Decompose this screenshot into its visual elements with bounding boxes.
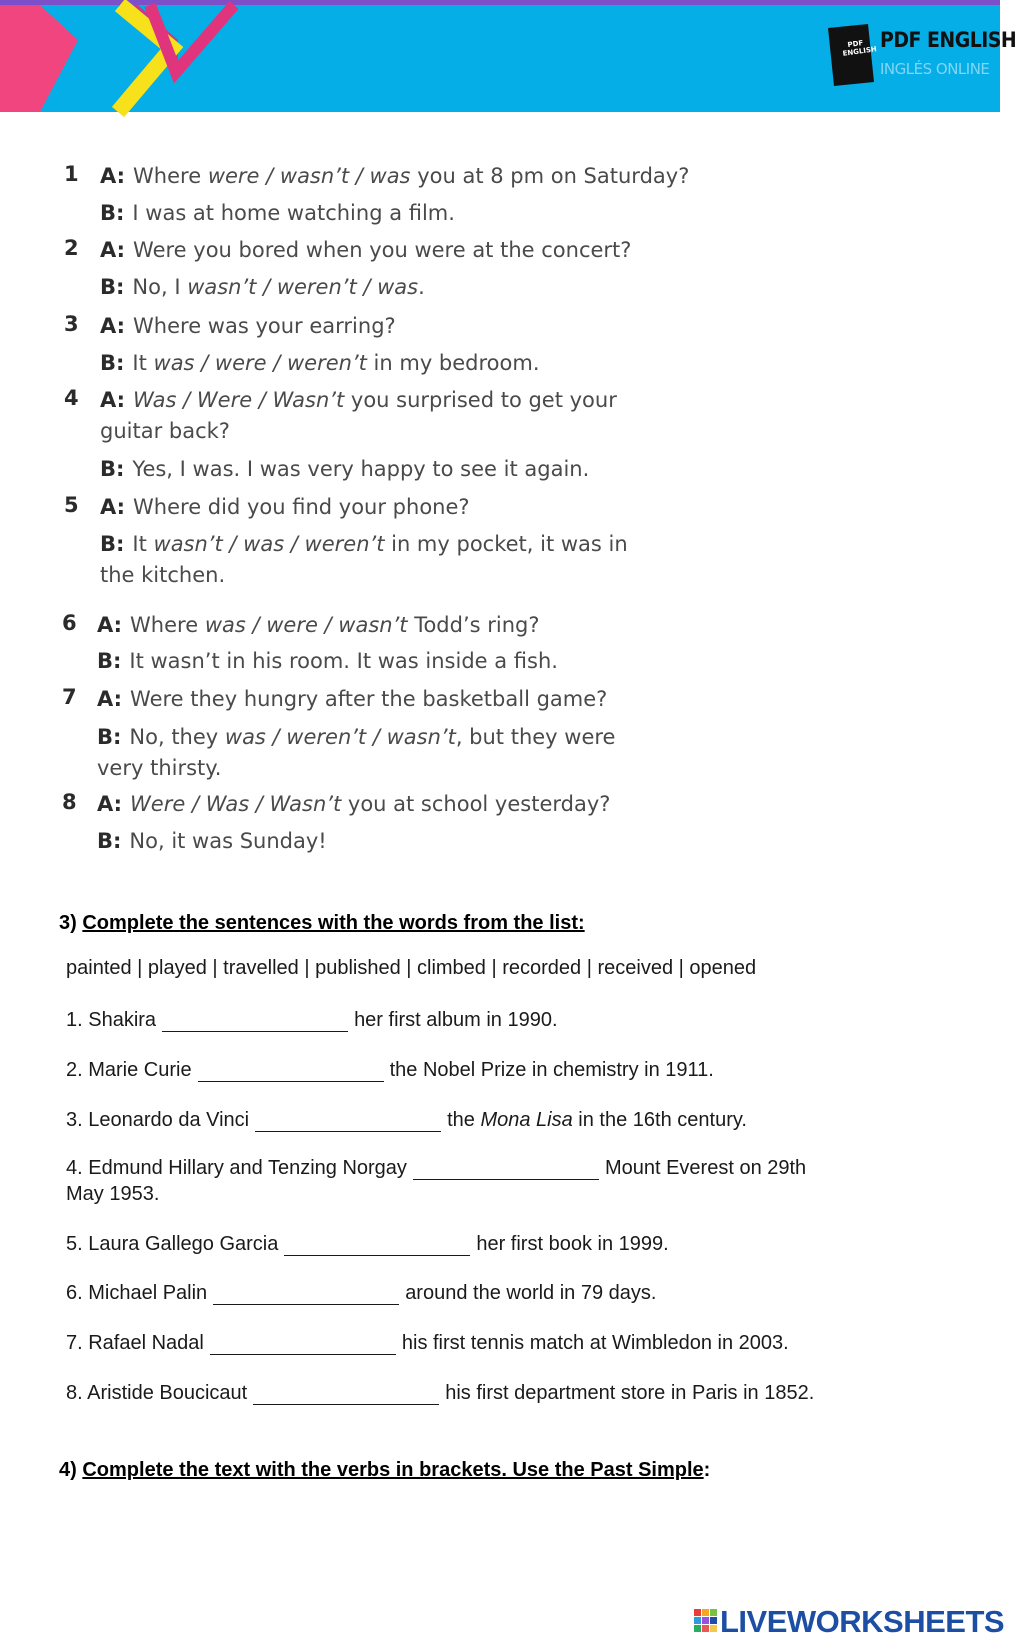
speaker-b-label: B: bbox=[97, 829, 122, 853]
sentence-end: the bbox=[447, 1109, 481, 1131]
speaker-b-label: B: bbox=[100, 275, 125, 299]
speaker-a-label: A: bbox=[100, 164, 126, 188]
speaker-b-label: B: bbox=[100, 351, 125, 375]
sentence-start: 6. Michael Palin bbox=[66, 1282, 208, 1304]
logo-subtitle: INGLÉS ONLINE bbox=[880, 60, 990, 78]
text: Were you bored when you were at the concert? bbox=[133, 238, 632, 262]
sentence-2 bbox=[66, 1057, 714, 1083]
answer-field-7[interactable] bbox=[210, 1334, 396, 1355]
speaker-a-label: A: bbox=[97, 687, 123, 711]
item-4-line-b bbox=[100, 455, 589, 483]
sentence-1 bbox=[66, 1007, 558, 1033]
text: in my pocket, it was in bbox=[384, 532, 628, 556]
speaker-a-label: A: bbox=[97, 613, 123, 637]
item-4-line-a-cont: guitar back? bbox=[100, 419, 230, 443]
sentence-4-cont: May 1953. bbox=[66, 1183, 160, 1205]
item-5-line-b bbox=[100, 530, 628, 558]
text: you at 8 pm on Saturday? bbox=[410, 164, 690, 188]
speaker-a-label: A: bbox=[100, 388, 126, 412]
item-number: 6 bbox=[62, 611, 77, 635]
item-7-line-b bbox=[97, 723, 615, 751]
item-4-line-a bbox=[100, 386, 617, 414]
text: , but they were bbox=[455, 725, 616, 749]
item-2-line-b bbox=[100, 273, 425, 301]
item-5-line-b-cont: the kitchen. bbox=[100, 563, 226, 587]
speaker-b-label: B: bbox=[100, 457, 125, 481]
item-number: 3 bbox=[64, 312, 79, 336]
sentence-start: 8. Aristide Boucicaut bbox=[66, 1382, 248, 1404]
choice-options[interactable]: Was / Were / Wasn’t bbox=[133, 388, 345, 412]
text: It bbox=[132, 351, 154, 375]
colon: : bbox=[703, 1459, 711, 1481]
pink-chevron-shape bbox=[0, 5, 78, 112]
choice-options[interactable]: wasn’t / weren’t / was bbox=[187, 275, 419, 299]
section-4-heading bbox=[59, 1459, 710, 1482]
text: in my bedroom. bbox=[366, 351, 540, 375]
text: No, I bbox=[132, 275, 188, 299]
sentence-start: 4. Edmund Hillary and Tenzing Norgay bbox=[66, 1157, 407, 1179]
choice-options[interactable]: was / weren’t / wasn’t bbox=[224, 725, 456, 749]
liveworksheets-icon bbox=[694, 1609, 718, 1633]
section-title: Complete the sentences with the words from the list: bbox=[82, 912, 585, 934]
sentence-start: 5. Laura Gallego Garcia bbox=[66, 1233, 279, 1255]
speaker-a-label: A: bbox=[100, 314, 126, 338]
sentence-end: his first department store in Paris in 1852. bbox=[445, 1382, 815, 1404]
speaker-b-label: B: bbox=[97, 725, 122, 749]
item-number: 1 bbox=[64, 162, 79, 186]
item-6-line-a bbox=[97, 611, 540, 639]
text: I was at home watching a film. bbox=[132, 201, 455, 225]
sentence-6 bbox=[66, 1280, 656, 1306]
liveworksheets-wordmark: LIVEWORKSHEETS bbox=[720, 1604, 1005, 1639]
section-number: 4) bbox=[59, 1459, 77, 1481]
text: Where bbox=[130, 613, 205, 637]
sentence-5 bbox=[66, 1231, 669, 1257]
speaker-b-label: B: bbox=[97, 649, 122, 673]
text: Yes, I was. I was very happy to see it again. bbox=[132, 457, 590, 481]
pdf-english-logo bbox=[828, 22, 1016, 92]
text: Where did you find your phone? bbox=[133, 495, 470, 519]
sentence-end: his first tennis match at Wimbledon in 2003. bbox=[401, 1332, 789, 1354]
text: Where bbox=[133, 164, 208, 188]
sentence-end: her first book in 1999. bbox=[476, 1233, 669, 1255]
logo-mark-text: PDF ENGLISH bbox=[842, 38, 878, 58]
sentence-8 bbox=[66, 1380, 814, 1406]
text: It wasn’t in his room. It was inside a fish. bbox=[129, 649, 558, 673]
choice-options[interactable]: Were / Was / Wasn’t bbox=[130, 792, 342, 816]
choice-options[interactable]: wasn’t / was / weren’t bbox=[153, 532, 385, 556]
item-7-line-b-cont: very thirsty. bbox=[97, 756, 222, 780]
item-6-line-b bbox=[97, 647, 558, 675]
sentence-end: her first album in 1990. bbox=[354, 1009, 558, 1031]
yellow-chevron-shape bbox=[118, 5, 172, 112]
item-number: 2 bbox=[64, 236, 79, 260]
item-number: 7 bbox=[62, 685, 77, 709]
item-3-line-b bbox=[100, 349, 540, 377]
sentence-start: 3. Leonardo da Vinci bbox=[66, 1109, 250, 1131]
item-number: 5 bbox=[64, 493, 79, 517]
speaker-b-label: B: bbox=[100, 532, 125, 556]
italic-title: Mona Lisa bbox=[480, 1109, 573, 1131]
text: you at school yesterday? bbox=[341, 792, 611, 816]
sentence-4 bbox=[66, 1155, 806, 1181]
sentence-end: the Nobel Prize in chemistry in 1911. bbox=[389, 1059, 714, 1081]
item-8-line-b bbox=[97, 827, 327, 855]
item-2-line-a bbox=[100, 236, 631, 264]
sentence-7 bbox=[66, 1330, 789, 1356]
text: . bbox=[418, 275, 425, 299]
answer-field-1[interactable] bbox=[162, 1011, 348, 1032]
text: Were they hungry after the basketball game? bbox=[130, 687, 608, 711]
item-number: 8 bbox=[62, 790, 77, 814]
choice-options[interactable]: was / were / wasn’t bbox=[204, 613, 408, 637]
header-banner bbox=[0, 0, 1016, 112]
speaker-a-label: A: bbox=[97, 792, 123, 816]
speaker-a-label: A: bbox=[100, 238, 126, 262]
item-number: 4 bbox=[64, 386, 79, 410]
speaker-a-label: A: bbox=[100, 495, 126, 519]
item-1-line-b bbox=[100, 199, 455, 227]
sentence-end: around the world in 79 days. bbox=[405, 1282, 657, 1304]
section-number: 3) bbox=[59, 912, 77, 934]
logo-title: PDF ENGLISH bbox=[880, 28, 1016, 52]
sentence-start: 2. Marie Curie bbox=[66, 1059, 192, 1081]
sentence-start: 1. Shakira bbox=[66, 1009, 157, 1031]
section-title: Complete the text with the verbs in brackets. Use the Past Simple bbox=[82, 1459, 704, 1481]
banner-decoration bbox=[0, 0, 260, 112]
item-7-line-a bbox=[97, 685, 607, 713]
sentence-end: in the 16th century. bbox=[572, 1109, 747, 1131]
text: you surprised to get your bbox=[344, 388, 617, 412]
sentence-start: 7. Rafael Nadal bbox=[66, 1332, 204, 1354]
answer-field-4[interactable] bbox=[413, 1159, 599, 1180]
sentence-end: Mount Everest on 29th bbox=[604, 1157, 807, 1179]
answer-field-8[interactable] bbox=[253, 1384, 439, 1405]
answer-field-5[interactable] bbox=[284, 1235, 470, 1256]
answer-field-3[interactable] bbox=[255, 1111, 441, 1132]
item-1-line-a bbox=[100, 162, 689, 190]
item-3-line-a bbox=[100, 312, 396, 340]
answer-field-6[interactable] bbox=[213, 1284, 399, 1305]
choice-options[interactable]: was / were / weren’t bbox=[153, 351, 367, 375]
text: Todd’s ring? bbox=[407, 613, 540, 637]
text: Where was your earring? bbox=[133, 314, 396, 338]
answer-field-2[interactable] bbox=[198, 1061, 384, 1082]
choice-options[interactable]: were / wasn’t / was bbox=[207, 164, 411, 188]
section-3-heading bbox=[59, 912, 585, 935]
sentence-3 bbox=[66, 1107, 747, 1133]
text: No, they bbox=[129, 725, 225, 749]
text: It bbox=[132, 532, 154, 556]
item-5-line-a bbox=[100, 493, 470, 521]
word-list: painted | played | travelled | published | climbed | recorded | received | opened bbox=[66, 957, 757, 979]
text: No, it was Sunday! bbox=[129, 829, 327, 853]
item-8-line-a bbox=[97, 790, 610, 818]
speaker-b-label: B: bbox=[100, 201, 125, 225]
